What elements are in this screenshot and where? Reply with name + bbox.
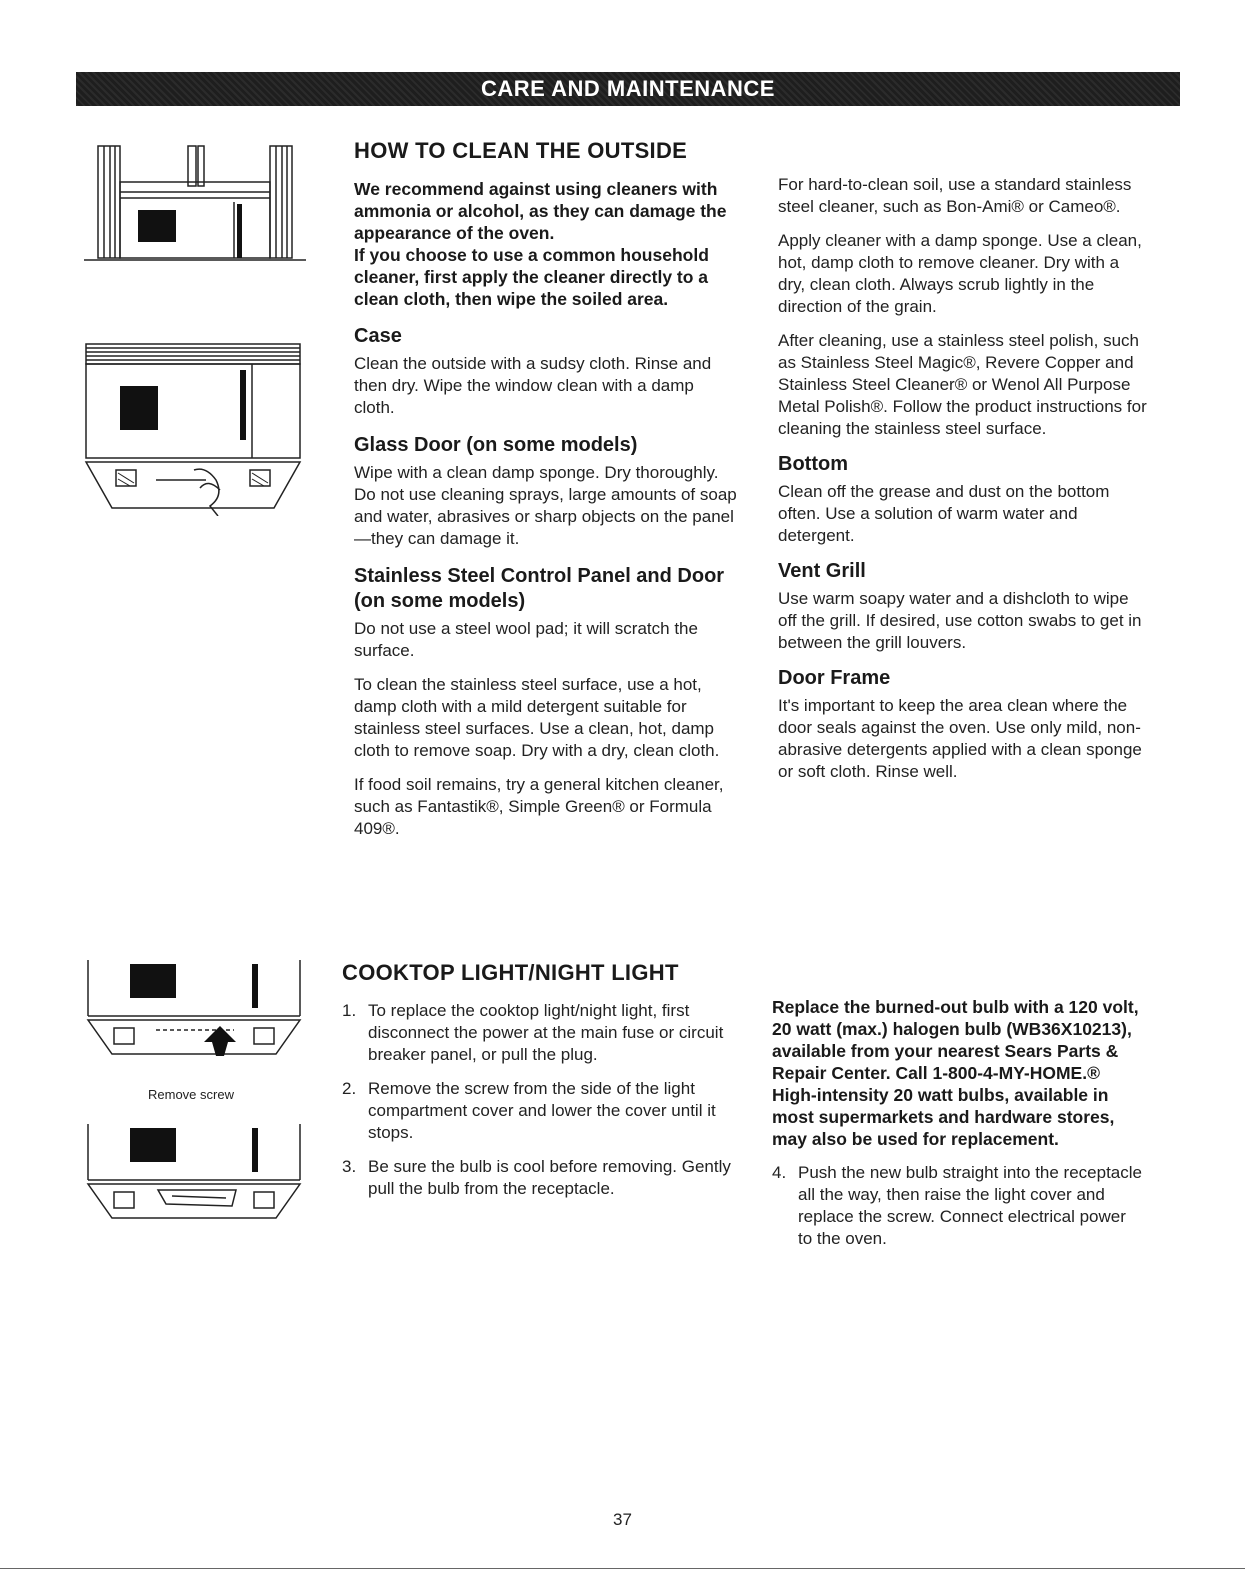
step-item xyxy=(342,1000,732,1066)
glass-door-text: Wipe with a clean damp sponge. Dry thoroughly. Do not use cleaning sprays, large amounts of soap and water, abrasives or sharp objects on the panel—they can damage it. xyxy=(354,463,737,548)
step-text: Push the new bulb straight into the receptacle all the way, then raise the light cover and replace the screw. Connect electrical power to the oven. xyxy=(798,1163,1142,1248)
glass-door-heading: Glass Door (on some models) xyxy=(354,434,638,456)
step-number: 3. xyxy=(342,1157,357,1176)
stainless-paragraph: If food soil remains, try a general kitchen cleaner, such as Fantastik®, Simple Green® or Formula 409®. xyxy=(354,775,724,838)
cooktop-light-heading: COOKTOP LIGHT/NIGHT LIGHT xyxy=(342,960,679,985)
step-item xyxy=(772,1162,1144,1250)
apply-cleaner-paragraph: Apply cleaner with a damp sponge. Use a clean, hot, damp cloth to remove cleaner. Dry with a dry, clean cloth. Always scrub lightly in the direction of the grain. xyxy=(778,231,1142,316)
section-banner xyxy=(76,72,1180,106)
step-number: 4. xyxy=(772,1163,787,1182)
stainless-heading: Stainless Steel Control Panel and Door (on some models) xyxy=(354,565,725,612)
cooktop-light-right-column xyxy=(772,996,1144,1262)
stainless-paragraph: Do not use a steel wool pad; it will scratch the surface. xyxy=(354,619,698,660)
bottom-text: Clean off the grease and dust on the bottom often. Use a solution of warm water and detergent. xyxy=(778,482,1110,545)
bottom-heading: Bottom xyxy=(778,453,848,475)
stainless-paragraph: To clean the stainless steel surface, use a hot, damp cloth with a mild detergent suitable for stainless steel surfaces. Use a clean, hot, damp cloth to remove soap. Dry with a dry, clean cloth. xyxy=(354,675,720,760)
cleaner-warning: We recommend against using cleaners with ammonia or alcohol, as they can damage the appearance of the oven. xyxy=(354,179,727,243)
household-cleaner-instruction: If you choose to use a common household cleaner, first apply the cleaner directly to a clean cloth, then wipe the soiled area. xyxy=(354,245,709,309)
step-item xyxy=(342,1078,732,1144)
clean-outside-right-column xyxy=(778,174,1150,795)
step-number: 1. xyxy=(342,1001,357,1020)
microwave-installed-illustration xyxy=(84,142,306,272)
step-text: To replace the cooktop light/night light, first disconnect the power at the main fuse or circuit breaker panel, or pull the plug. xyxy=(368,1001,724,1064)
light-cover-lowered-illustration xyxy=(86,1124,304,1224)
case-heading: Case xyxy=(354,325,402,347)
step-text: Remove the screw from the side of the light compartment cover and lower the cover until it stops. xyxy=(368,1079,716,1142)
clean-outside-heading: HOW TO CLEAN THE OUTSIDE xyxy=(354,138,688,163)
remove-screw-caption: Remove screw xyxy=(148,1087,234,1102)
step-item xyxy=(342,1156,732,1200)
vent-grill-heading: Vent Grill xyxy=(778,560,866,582)
section-title: CARE AND MAINTENANCE xyxy=(481,76,775,101)
step-text: Be sure the bulb is cool before removing. Gently pull the bulb from the receptacle. xyxy=(368,1157,731,1198)
polish-paragraph: After cleaning, use a stainless steel polish, such as Stainless Steel Magic®, Revere Copper and Stainless Steel Cleaner® or Wenol All Purpose Metal Polish®. Follow the product instructions for cleaning the stainless steel surface. xyxy=(778,331,1147,438)
vent-grill-text: Use warm soapy water and a dishcloth to wipe off the grill. If desired, use cotton swabs to get in between the grill louvers. xyxy=(778,589,1142,652)
hard-soil-paragraph: For hard-to-clean soil, use a standard stainless steel cleaner, such as Bon-Ami® or Cameo®. xyxy=(778,175,1132,216)
remove-screw-illustration xyxy=(86,960,304,1060)
bottom-rule xyxy=(0,1568,1245,1569)
door-frame-text: It's important to keep the area clean where the door seals against the oven. Use only mild, non-abrasive detergents applied with a clean sponge or soft cloth. Rinse well. xyxy=(778,696,1142,781)
page-number: 37 xyxy=(613,1510,632,1529)
door-frame-heading: Door Frame xyxy=(778,667,891,689)
clean-outside-left-column xyxy=(354,138,738,852)
step-number: 2. xyxy=(342,1079,357,1098)
cooktop-light-left-column xyxy=(342,960,732,1212)
case-text: Clean the outside with a sudsy cloth. Rinse and then dry. Wipe the window clean with a damp cloth. xyxy=(354,354,712,417)
replacement-bulb-instruction: Replace the burned-out bulb with a 120 volt, 20 watt (max.) halogen bulb (WB36X10213), available from your nearest Sears Parts & Repair Center. Call 1-800-4-MY-HOME.® High-intensity 20 watt bulbs, available in most supermarkets and hardware stores, may also be used for replacement. xyxy=(772,997,1139,1149)
glass-door-cleaning-illustration xyxy=(84,340,306,516)
